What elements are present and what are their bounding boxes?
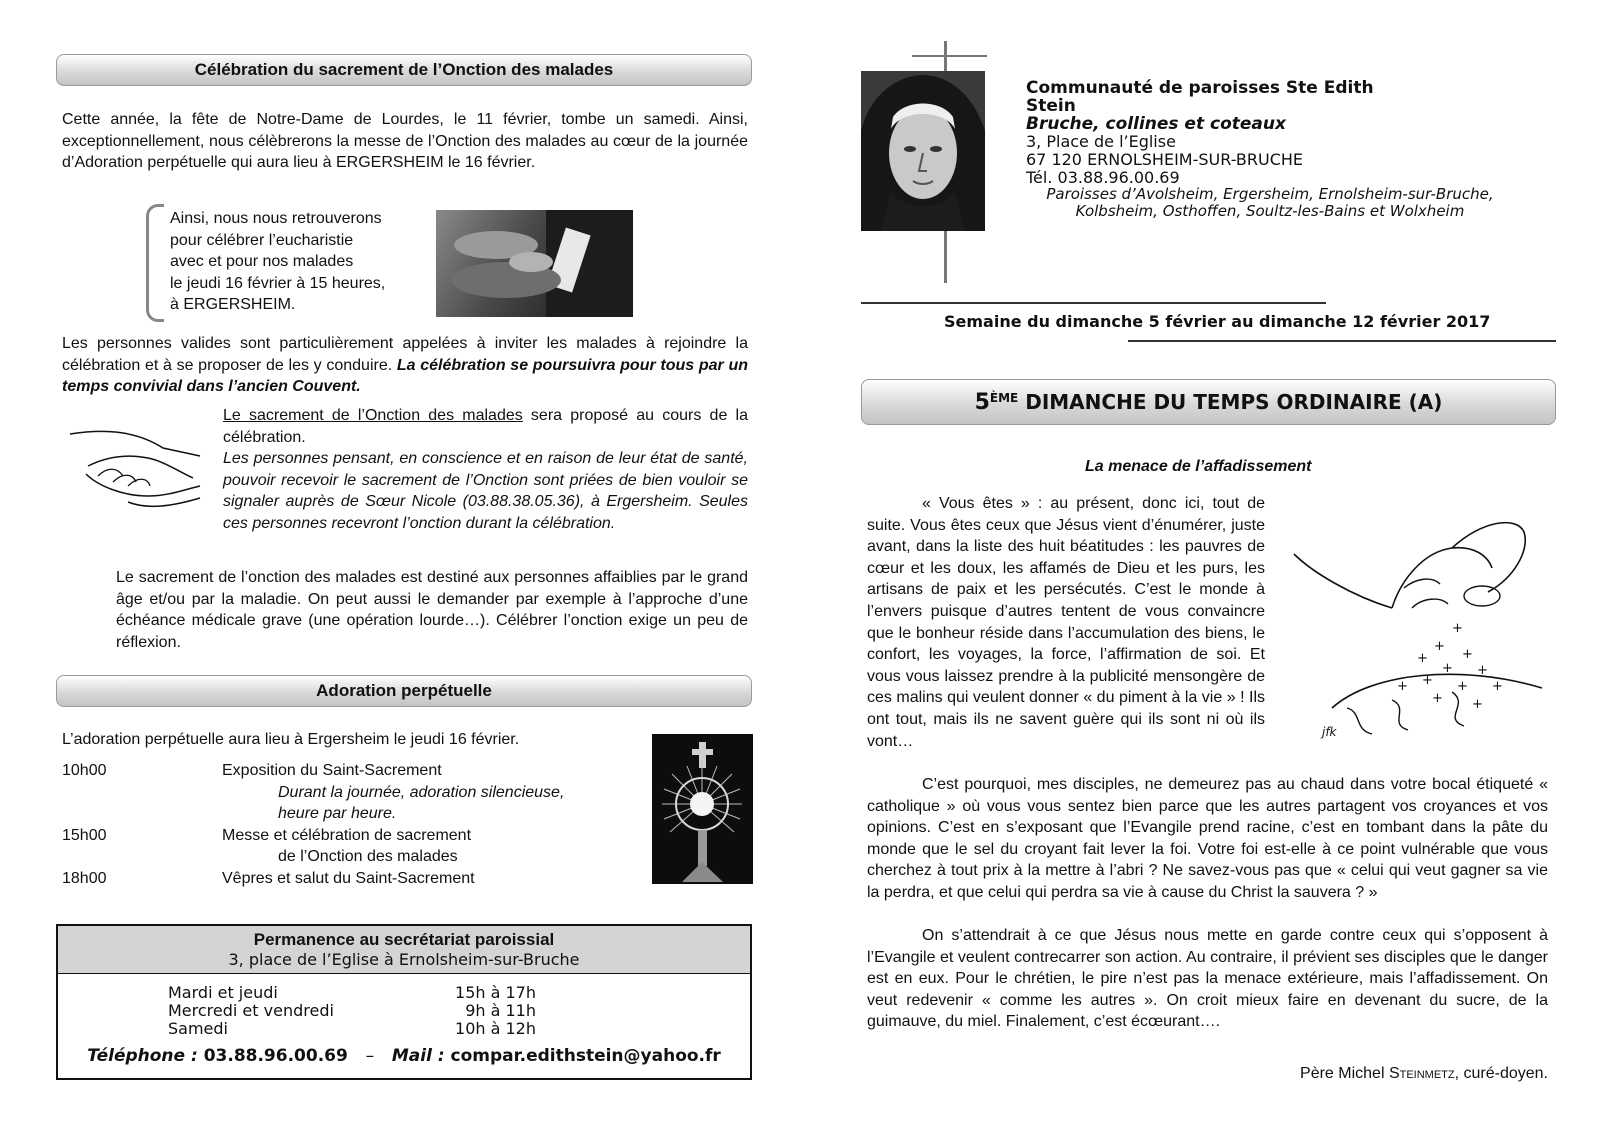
parishes-line: Paroisses d’Avolsheim, Ergersheim, Ernolsheim-sur-Bruche, xyxy=(1046,185,1494,203)
community-address2: 67 120 ERNOLSHEIM-SUR-BRUCHE xyxy=(1026,150,1304,169)
hours-time: 10h à 12h xyxy=(455,1019,536,1038)
destine-paragraph: Le sacrement de l’onction des malades est destiné aux personnes affaiblies par le grand âge et/ou par la maladie. On peut aussi le demander par exemple à l’approche d’une échéance médicale grave (une opération lourde…). Célébrer l’onction exige un peu de réflexion. xyxy=(116,569,748,651)
community-block xyxy=(1026,79,1426,187)
svg-text:+: + xyxy=(1472,697,1483,712)
parishes-block xyxy=(1000,186,1540,220)
sacrement-prefix: Le xyxy=(223,407,249,424)
sacrement-suffix: sera proposé au cours de la célébration. xyxy=(223,407,748,446)
permanence-header xyxy=(58,926,750,974)
permanence-title: Permanence au secrétariat paroissial xyxy=(253,930,555,949)
hours-row xyxy=(168,1002,548,1020)
schedule-time: 18h00 xyxy=(62,869,107,887)
week-line: Semaine du dimanche 5 février au dimanche 12 février 2017 xyxy=(944,312,1491,331)
signature-first: Père Michel xyxy=(1300,1065,1389,1082)
schedule-text: Exposition du Saint-Sacrement xyxy=(222,762,442,779)
anointing-photo-art xyxy=(436,210,633,317)
week-rule-top xyxy=(861,302,1326,304)
svg-text:+: + xyxy=(1417,651,1428,666)
community-tel: Tél. 03.88.96.00.69 xyxy=(1026,168,1180,187)
phone-label: Téléphone : xyxy=(87,1046,198,1066)
cross-horizontal xyxy=(912,55,987,57)
callout-line: à ERGERSHEIM. xyxy=(170,296,296,313)
invite-paragraph xyxy=(62,333,748,398)
article-signature xyxy=(1160,1065,1548,1083)
sacrement-underlined: sacrement de l’Onction des malades xyxy=(248,407,523,424)
article-p1: « Vous êtes » : au présent, donc ici, tout de suite. Vous êtes ceux que Jésus vient d’énumérer, juste avant, dans la liste des huit béatitudes : les pauvres de cœur et les doux, les affamés de Dieu et les purs, les artisans de paix et les persécutés. C’est le monde à l’envers puisque d’autres tentent de vous convaincre que le bonheur réside dans l’accumulation des biens, le confort, les voyages, la force, l’affirmation de soi. Et vous vous laissez prendre à la publicité mensongère de ces malins qui veulent donner « du piment à la vie » ! Ils ont tout, mais ils ne savent guère qui ils sont ni où ils vont… xyxy=(867,495,1265,750)
callout-line: le jeudi 16 février à 15 heures, xyxy=(170,274,386,292)
permanence-address: 3, place de l’Eglise à Ernolsheim-sur-Bruche xyxy=(228,950,580,969)
onction-intro: Cette année, la fête de Notre-Dame de Lourdes, le 11 février, tombe un samedi. Ainsi, exceptionnellement, nous célèbrerons la messe de l’Onction des malades au cœur de la journée d’Adoration perpétuelle qui aura lieu à ERGERSHEIM le 16 février. xyxy=(62,111,748,171)
adoration-section-header xyxy=(56,675,752,707)
sunday-title: DIMANCHE DU TEMPS ORDINAIRE (A) xyxy=(1025,390,1443,414)
adoration-schedule xyxy=(62,760,622,890)
sacrement-paragraph xyxy=(223,405,748,534)
sunday-number: 5 xyxy=(974,389,990,415)
sunday-sup: ÈME xyxy=(989,391,1019,405)
hours-day: Samedi xyxy=(168,1019,228,1038)
schedule-subline: Durant la journée, adoration silencieuse, xyxy=(278,783,565,801)
schedule-subline: heure par heure. xyxy=(278,805,397,822)
permanence-contact xyxy=(58,1046,750,1066)
callout-line: pour célébrer l’eucharistie xyxy=(170,231,354,249)
svg-text:+: + xyxy=(1397,679,1408,694)
svg-text:+: + xyxy=(1432,691,1443,706)
monstrance-photo xyxy=(652,734,753,884)
invite-regular: Les personnes valides sont particulièrement appelées à inviter les malades à rejoindre la célébration et à se proposer de les y conduire. xyxy=(62,335,748,374)
contact-separator: – xyxy=(365,1046,375,1066)
hours-row xyxy=(168,1020,548,1038)
community-name: Communauté de paroisses Ste Edith Stein xyxy=(1026,78,1374,116)
hours-row xyxy=(168,984,548,1002)
invite-bold: La célébration se poursuivra pour tous par un temps convivial dans l’ancien Couvent. xyxy=(62,356,748,395)
adoration-intro: L’adoration perpétuelle aura lieu à Ergersheim le jeudi 16 février. xyxy=(62,731,520,748)
schedule-text: Vêpres et salut du Saint-Sacrement xyxy=(222,869,475,887)
permanence-box xyxy=(56,924,752,1080)
salt-drawing xyxy=(1292,512,1546,744)
mail-label: Mail : xyxy=(391,1046,445,1066)
schedule-text: Messe et célébration de sacrement xyxy=(222,826,472,844)
parishes-line: Kolbsheim, Osthoffen, Soultz-les-Bains et Wolxheim xyxy=(1075,202,1465,220)
svg-text:+: + xyxy=(1457,679,1468,694)
community-address1: 3, Place de l’Eglise xyxy=(1026,132,1176,151)
callout-line: Ainsi, nous nous retrouverons xyxy=(170,210,382,227)
svg-text:+: + xyxy=(1422,673,1433,688)
svg-text:+: + xyxy=(1434,639,1445,654)
hours-day: Mardi et jeudi xyxy=(168,983,278,1002)
onction-section-title: Célébration du sacrement de l’Onction des malades xyxy=(194,60,614,79)
svg-text:+: + xyxy=(1477,663,1488,678)
callout-bracket xyxy=(146,204,164,322)
week-rule-bottom xyxy=(1128,340,1556,342)
hours-day: Mercredi et vendredi xyxy=(168,1001,334,1020)
article-title: La menace de l’affadissement xyxy=(1085,458,1312,475)
article-p3: On s’attendrait à ce que Jésus nous mette en garde contre ceux qui s’opposent à l’Evangile et veulent contrecarrer son action. Au contraire, il prévient ses disciples que le danger est en eux. Pour le chrétien, le pire n’est pas la menace extérieure, mais l’affadissement. On veut redevenir « comme les autres ». On croit mieux faire en devenant du sucre, de la guimauve, du miel. Finalement, c’est écœurant…. xyxy=(867,927,1548,1031)
edith-stein-portrait xyxy=(861,71,985,231)
svg-text:+: + xyxy=(1452,621,1463,636)
hours-time: 9h à 11h xyxy=(465,1001,536,1020)
callout-text xyxy=(170,208,430,316)
signature-role: , curé-doyen. xyxy=(1454,1065,1548,1082)
signature-name: Steinmetz xyxy=(1388,1065,1455,1082)
adoration-section-title: Adoration perpétuelle xyxy=(316,681,492,700)
schedule-time: 15h00 xyxy=(62,826,107,844)
article-p2: C’est pourquoi, mes disciples, ne demeurez pas au chaud dans votre bocal étiqueté « catholique » où vous vous sentez bien parce que les autres partagent vos croyances et vos opinions. C’est en s’exposant que l’Evangile prend racine, c’est en tombant dans la pâte du monde que le sel du croyant fait lever la foi. Votre foi est-elle à ce point vulnérable que vous cherchez à tout prix à la mettre à l’abri ? Ne savez-vous pas que « celui qui veut gagner sa vie la perdra, et que celui qui perdra sa vie à cause du Christ la sauvera ? » xyxy=(867,776,1548,901)
community-subtitle: Bruche, collines et coteaux xyxy=(1026,114,1286,134)
hands-drawing xyxy=(68,426,208,516)
hours-time: 15h à 17h xyxy=(455,983,536,1002)
drawing-signature: jfk xyxy=(1322,725,1337,739)
sunday-header xyxy=(861,379,1556,425)
schedule-time: 10h00 xyxy=(62,762,107,779)
permanence-hours xyxy=(168,984,548,1038)
schedule-subline: de l’Onction des malades xyxy=(278,848,458,865)
persons-italic: Les personnes pensant, en conscience et en raison de leur état de santé, pouvoir recevoir le sacrement de l’Onction sont priées de bien vouloir se signaler auprès de Sœur Nicole (03.88.38.05.36), à Ergersheim. Seules ces personnes recevront l’onction durant la célébration. xyxy=(223,450,748,532)
callout-line: avec et pour nos malades xyxy=(170,253,354,270)
portrait-art xyxy=(861,71,985,231)
anointing-photo xyxy=(436,210,633,317)
monstrance-art xyxy=(652,734,753,884)
svg-text:+: + xyxy=(1492,679,1503,694)
mail-address: compar.edithstein@yahoo.fr xyxy=(450,1046,721,1066)
onction-section-header xyxy=(56,54,752,86)
phone-number: 03.88.96.00.69 xyxy=(203,1046,348,1066)
svg-text:+: + xyxy=(1462,647,1473,662)
svg-text:+: + xyxy=(1442,661,1453,676)
